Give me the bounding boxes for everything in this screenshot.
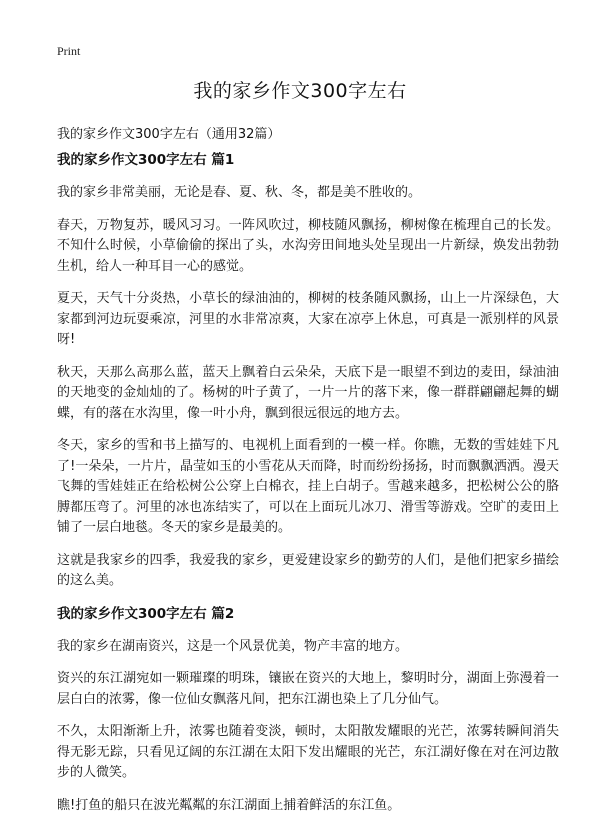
paragraph: 不久，太阳渐渐上升，浓雾也随着变淡，顿时，太阳散发耀眼的光芒，浓雾转瞬间消失得无影无踪，只看见辽阔的东江湖在太阳下发出耀眼的光芒，东江湖好像在对在河边散步的人微笑。 — [57, 724, 559, 780]
document-subtitle: 我的家乡作文300字左右（通用32篇） — [57, 127, 281, 142]
print-link[interactable]: Print — [57, 44, 81, 58]
section-heading: 我的家乡作文300字左右 篇2 — [57, 605, 235, 622]
article-body — [57, 150, 559, 828]
section-heading: 我的家乡作文300字左右 篇1 — [57, 152, 235, 168]
paragraph: 瞧!打鱼的船只在波光粼粼的东江湖面上捕着鲜活的东江鱼。 — [57, 797, 401, 813]
paragraph: 夏天，天气十分炎热，小草长的绿油油的，柳树的枝条随风飘扬，山上一片深绿色，大家都到河边玩耍乘凉，河里的水非常凉爽，大家在凉亭上休息，可真是一派别样的风景呀! — [57, 291, 559, 347]
paragraph: 秋天，天那么高那么蓝，蓝天上飘着白云朵朵，天底下是一眼望不到边的麦田，绿油油的天地变的金灿灿的了。杨树的叶子黄了，一片一片的落下来，像一群群翩翩起舞的蝴蝶，有的落在水沟里，像一叶小舟，飘到很远很远的地方去。 — [57, 364, 559, 421]
paragraph: 冬天，家乡的雪和书上描写的、电视机上面看到的一模一样。你瞧，无数的雪娃娃下凡了!一朵朵，一片片，晶莹如玉的小雪花从天而降，时而纷纷扬扬，时而飘飘洒洒。漫天飞舞的雪娃娃正在给松树公公穿上白棉衣，挂上白胡子。雪越来越多，把松树公公的胳膊都压弯了。河里的冰也冻结实了，可以在上面玩儿冰刀、滑雪等游戏。空旷的麦田上铺了一层白地毯。冬天的家乡是最美的。 — [57, 438, 559, 535]
paragraph: 我的家乡非常美丽，无论是春、夏、秋、冬，都是美不胜收的。 — [57, 185, 422, 200]
page-title: 我的家乡作文300字左右 — [193, 80, 407, 102]
paragraph: 我的家乡在湖南资兴，这是一个风景优美，物产丰富的地方。 — [57, 638, 409, 654]
paragraph: 资兴的东江湖宛如一颗璀璨的明珠，镶嵌在资兴的大地上，黎明时分，湖面上弥漫着一层白白的浓雾，像一位仙女飘落凡间，把东江湖也染上了几分仙气。 — [57, 671, 559, 707]
paragraph: 这就是我家乡的四季，我爱我的家乡，更爱建设家乡的勤劳的人们，是他们把家乡描绘的这么美。 — [57, 552, 559, 588]
paragraph: 春天，万物复苏，暖风习习。一阵风吹过，柳枝随风飘扬，柳树像在梳理自己的长发。不知什么时候，小草偷偷的探出了头，水沟旁田间地头处呈现出一片新绿，焕发出勃勃生机，给人一种耳目一心的感觉。 — [57, 217, 559, 274]
